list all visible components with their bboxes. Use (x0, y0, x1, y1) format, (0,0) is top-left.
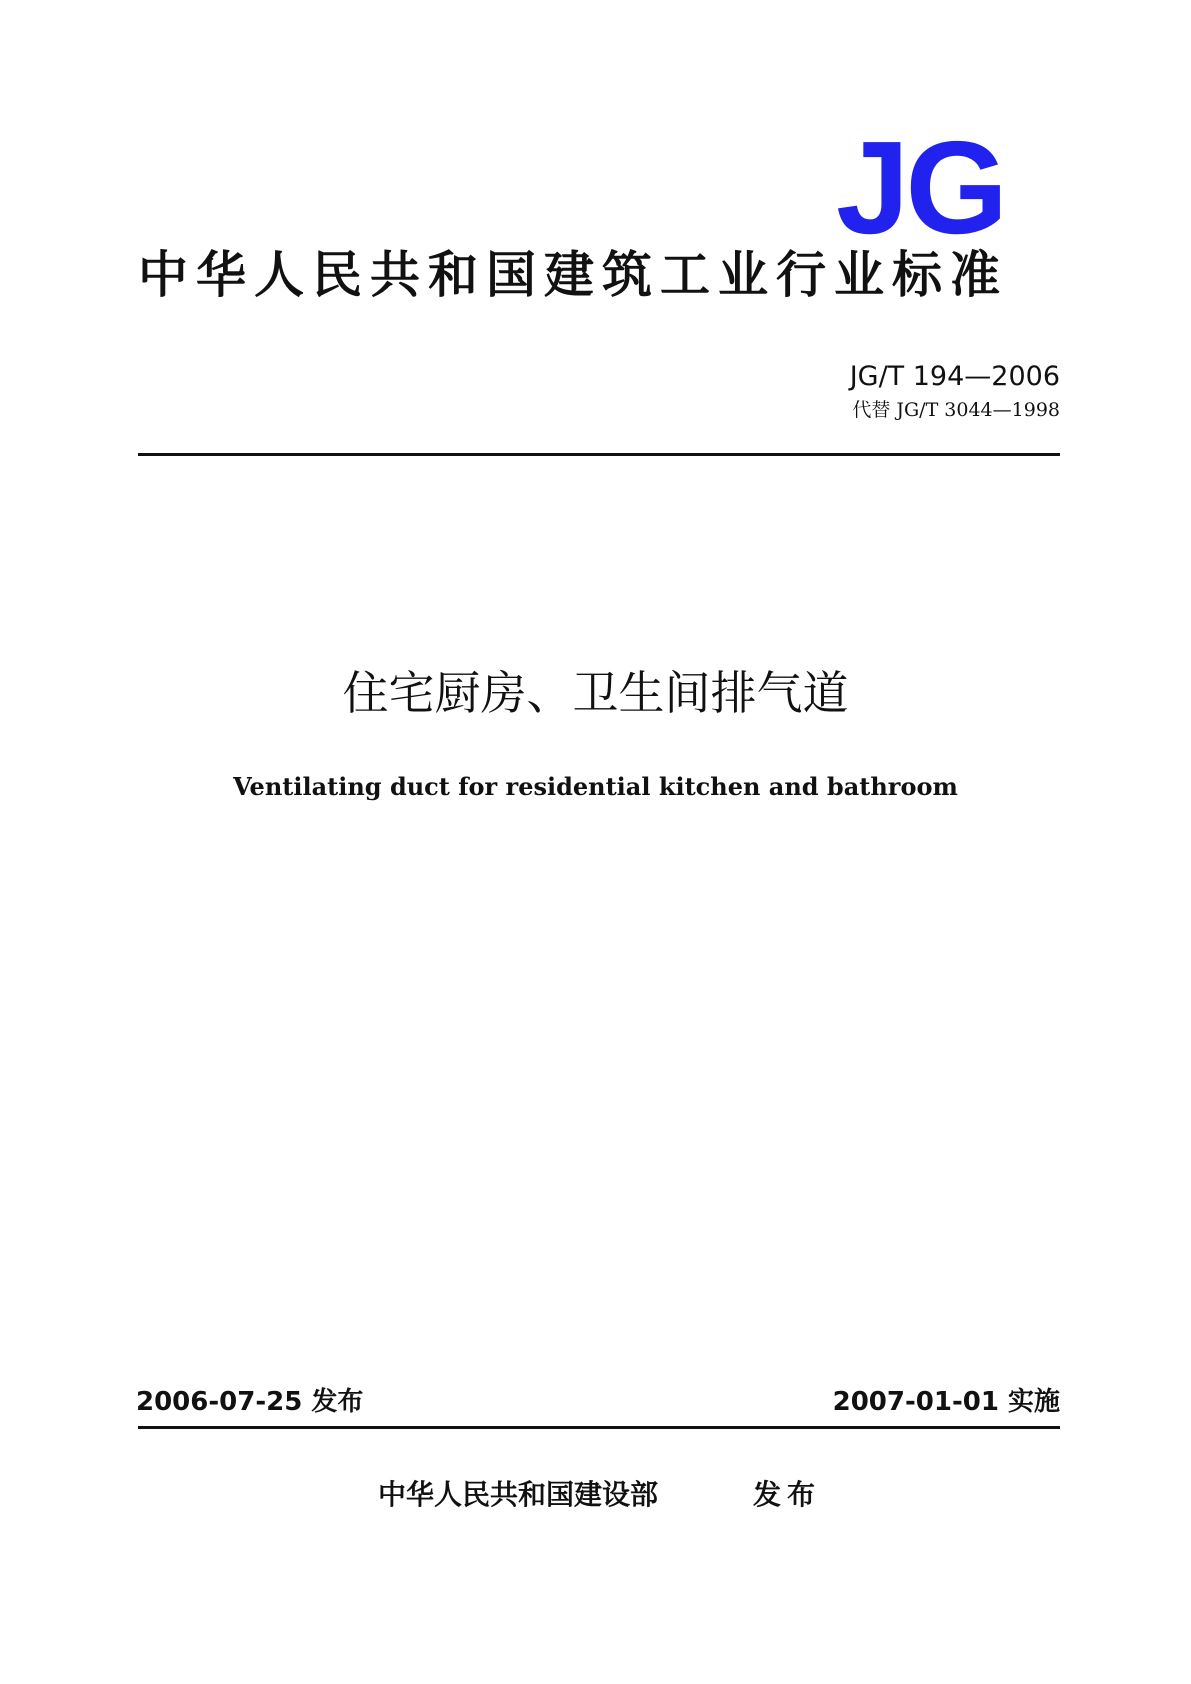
issue-date: 2006-07-25 发布 (136, 1387, 364, 1417)
implementation-date: 2007-01-01 实施 (832, 1387, 1060, 1417)
publisher: 中华人民共和国建设部 (378, 1478, 659, 1511)
top-divider (138, 453, 1060, 456)
document-title-english: Ventilating duct for residential kitchen and bathroom (233, 772, 958, 801)
bottom-divider (138, 1426, 1060, 1429)
publish-label: 发布 (753, 1478, 822, 1511)
jg-logo: JG (836, 132, 1005, 244)
document-title: 住宅厨房、卫生间排气道 (342, 666, 849, 720)
standard-number: JG/T 194—2006 (849, 361, 1060, 392)
replaces-standard: 代替 JG/T 3044—1998 (852, 399, 1060, 421)
standard-category-title: 中华人民共和国建筑工业行业标准 (138, 246, 1008, 304)
